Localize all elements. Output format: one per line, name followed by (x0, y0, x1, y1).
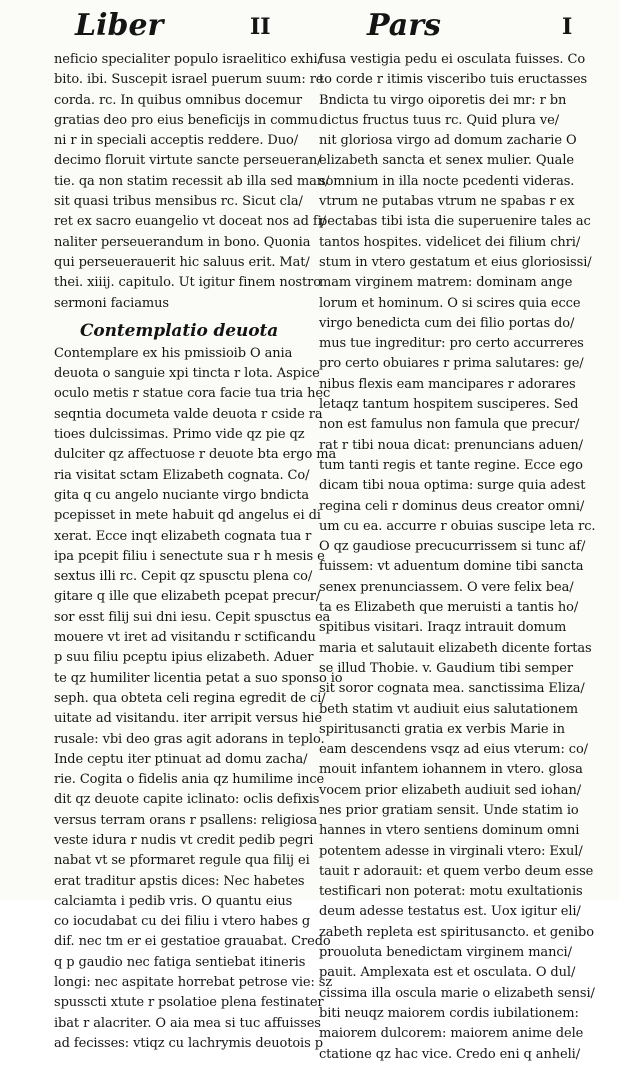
text-line: Bndicta tu virgo oiporetis dei mr: r bn (319, 92, 567, 108)
text-line: deuota o sanguie xpi tincta r lota. Aspice (54, 366, 320, 382)
text-line: potentem adesse in virginali vtero: Exul/ (319, 843, 583, 859)
left-text-column (54, 50, 343, 1054)
text-line: bito. ibi. Suscepit israel puerum suum: re (54, 72, 324, 88)
text-line: beth statim vt audiuit eius salutationem (319, 701, 578, 717)
left-text-after-heading (54, 344, 343, 1054)
text-line: ctatione qz hac vice. Credo eni q anheli/ (319, 1046, 580, 1062)
text-line: Inde ceptu iter ptinuat ad domu zacha/ (54, 751, 308, 767)
text-line: pro certo obuiares r prima salutares: ge/ (319, 356, 584, 372)
text-line: elizabeth sancta et senex mulier. Quale (319, 153, 574, 169)
text-line: letaqz tantum hospitem susciperes. Sed (319, 397, 579, 413)
text-line: nibus flexis eam mancipares r adorares (319, 376, 576, 392)
text-line: ria visitat sctam Elizabeth cognata. Co/ (54, 467, 310, 483)
right-text-column (319, 50, 594, 1065)
text-line: ni r in speciali acceptis reddere. Duo/ (54, 133, 299, 149)
text-line: sextus illi rc. Cepit qz spusctu plena co/ (54, 569, 313, 585)
text-line: pcepisset in mete habuit qd angelus ei di (54, 508, 321, 524)
header-pars: Pars (367, 8, 441, 43)
text-line: hannes in vtero sentiens dominum omni (319, 823, 580, 839)
text-line: tum tanti regis et tante regine. Ecce ego (319, 457, 583, 473)
text-line: dicam tibi noua optima: surge quia adest (319, 478, 586, 494)
text-line: mouit infantem iohannem in vtero. glosa (319, 762, 583, 778)
text-line: gita q cu angelo nuciante virgo bndicta (54, 487, 309, 503)
text-line: stum in vtero gestatum et eius gloriosissi/ (319, 254, 592, 270)
text-line: dictus fructus tuus rc. Quid plura ve/ (319, 112, 559, 128)
text-line: mam virginem matrem: dominam ange (319, 275, 573, 291)
text-line: dulciter qz affectuose r deuote bta ergo ma (54, 447, 337, 463)
text-line: fuissem: vt aduentum domine tibi sancta (319, 559, 584, 575)
text-line: biti neuqz maiorem cordis iubilationem: (319, 1005, 579, 1021)
text-line: mus tue ingreditur: pro certo accurreres (319, 336, 584, 352)
text-line: se illud Thobie. v. Gaudium tibi semper (319, 660, 574, 676)
text-line: regina celi r dominus deus creator omni/ (319, 498, 585, 514)
text-line: q p gaudio nec fatiga sentiebat itineris (54, 954, 306, 970)
text-line: uitate ad visitandu. iter arripit versus hie (54, 711, 322, 727)
text-line: senex prenunciassem. O vere felix bea/ (319, 579, 574, 595)
text-line: spitibus visitari. Iraqz intrauit domum (319, 620, 567, 636)
text-line: p suu filiu pceptu ipius elizabeth. Aduer (54, 650, 314, 666)
text-line: xerat. Ecce inqt elizabeth cognata tua r (54, 528, 312, 544)
left-text-before-heading (54, 50, 330, 314)
text-line: ibat r alacriter. O aia mea si tuc affuisses (54, 1015, 321, 1031)
text-line: gitare q ille que elizabeth pcepat precur/ (54, 589, 321, 605)
text-line: sor esst filij sui dni iesu. Cepit spusctus ea (54, 609, 331, 625)
text-line: um cu ea. accurre r obuias suscipe leta rc. (319, 518, 596, 534)
text-line: nit gloriosa virgo ad domum zacharie O (319, 133, 577, 149)
text-line: ta es Elizabeth que meruisti a tantis ho/ (319, 600, 579, 616)
text-line: rat r tibi noua dicat: prenuncians aduen/ (319, 437, 583, 453)
text-line: maiorem dulcorem: maiorem anime dele (319, 1026, 584, 1042)
text-line: mouere vt iret ad visitandu r sctificandu (54, 630, 316, 646)
text-line: to corde r itimis visceribo tuis eructasses (319, 72, 588, 88)
text-line: ipa pcepit filiu i senectute sua r h mesis e (54, 548, 325, 564)
text-line: spusscti xtute r psolatioe plena festinater (54, 995, 324, 1011)
text-line: calciamta i pedib vris. O quantu eius (54, 893, 293, 909)
text-line: tie. qa non statim recessit ab illa sed man/ (54, 173, 330, 189)
text-line: ad fecisses: vtiqz cu lachrymis deuotois p (54, 1035, 323, 1051)
text-line: naliter perseuerandum in bono. Quonia (54, 234, 311, 250)
text-line: maria et salutauit elizabeth dicente fortas (319, 640, 592, 656)
text-line: O qz gaudiose precucurrissem si tunc af/ (319, 539, 586, 555)
text-line: seqntia documeta valde deuota r cside ra (54, 406, 323, 422)
text-line: ret ex sacro euangelio vt doceat nos ad fi/ (54, 214, 326, 230)
text-line: seph. qua obteta celi regina egredit de ci/ (54, 690, 326, 706)
text-line: gratias deo pro eius beneficijs in commu (54, 112, 318, 128)
text-line: non est famulus non famula que precur/ (319, 417, 580, 433)
text-line: prouoluta benedictam virginem manci/ (319, 945, 572, 961)
text-line: sit soror cognata mea. sanctissima Eliza/ (319, 681, 585, 697)
text-line: oculo metis r statue cora facie tua tria hec (54, 386, 331, 402)
text-line: corda. rc. In quibus omnibus docemur (54, 92, 303, 108)
text-line: fusa vestigia pedu ei osculata fuisses. Co (319, 52, 586, 67)
text-line: Contemplare ex his pmissioib O ania (54, 345, 293, 361)
text-line: pauit. Amplexata est et osculata. O dul/ (319, 965, 576, 981)
header-part-number: I (562, 14, 573, 40)
text-line: dit qz deuote capite iclinato: oclis defixis (54, 792, 320, 808)
text-line: qui perseuerauerit hic saluus erit. Mat/ (54, 254, 310, 270)
text-line: spiritusancti gratia ex verbis Marie in (319, 721, 565, 737)
text-line: vocem prior elizabeth audiuit sed iohan/ (319, 782, 581, 798)
text-line: deum adesse testatus est. Uox igitur eli/ (319, 904, 581, 920)
text-line: thei. xiiij. capitulo. Ut igitur finem nostro (54, 275, 321, 291)
text-line: rusale: vbi deo gras agit adorans in teplo. (54, 731, 325, 747)
section-heading: Contemplatio deuota (80, 320, 279, 341)
text-line: sermoni faciamus (54, 295, 169, 311)
text-line: tantos hospites. videlicet dei filium chri/ (319, 234, 581, 250)
text-line: te qz humiliter licentia petat a suo sponso io (54, 670, 343, 686)
text-line: sit quasi tribus mensibus rc. Sicut cla/ (54, 194, 303, 210)
text-line: somnium in illa nocte pcedenti videras. (319, 173, 575, 189)
text-line: tioes dulcissimas. Primo vide qz pie qz (54, 427, 305, 443)
text-line: longi: nec aspitate horrebat petrose vie: sz (54, 975, 333, 991)
text-line: rie. Cogita o fidelis ania qz humilime ince (54, 772, 325, 788)
text-line: dif. nec tm er ei gestatioe grauabat. Credo (54, 934, 331, 950)
text-line: virgo benedicta cum dei filio portas do/ (319, 315, 575, 331)
text-line: eam descendens vsqz ad eius vterum: co/ (319, 742, 588, 758)
text-line: lorum et hominum. O si scires quia ecce (319, 295, 581, 311)
text-line: tauit r adorauit: et quem verbo deum esse (319, 863, 594, 879)
text-line: co iocudabat cu dei filiu i vtero habes g (54, 914, 311, 930)
text-line: vtrum ne putabas vtrum ne spabas r ex (319, 194, 575, 210)
text-line: zabeth repleta est spiritusancto. et genibo (319, 924, 594, 940)
text-line: neficio specialiter populo israelitico exhi/ (54, 52, 322, 67)
text-line: cissima illa oscula marie o elizabeth sensi/ (319, 985, 595, 1001)
text-line: versus terram orans r psallens: religiosa (54, 812, 318, 828)
running-header (0, 8, 619, 48)
text-line: nabat vt se pformaret regule qua filij ei (54, 853, 310, 869)
text-line: nes prior gratiam sensit. Unde statim io (319, 802, 579, 818)
header-book-number: II (250, 14, 271, 40)
text-line: pectabas tibi ista die superuenire tales ac (319, 214, 591, 230)
header-liber: Liber (75, 8, 164, 43)
text-line: veste idura r nudis vt credit pedib pegri (54, 832, 314, 848)
text-line: decimo floruit virtute sancte perseueran/ (54, 153, 322, 169)
text-line: testificari non poterat: motu exultationis (319, 884, 583, 900)
text-line: erat traditur apstis dices: Nec habetes (54, 873, 305, 889)
